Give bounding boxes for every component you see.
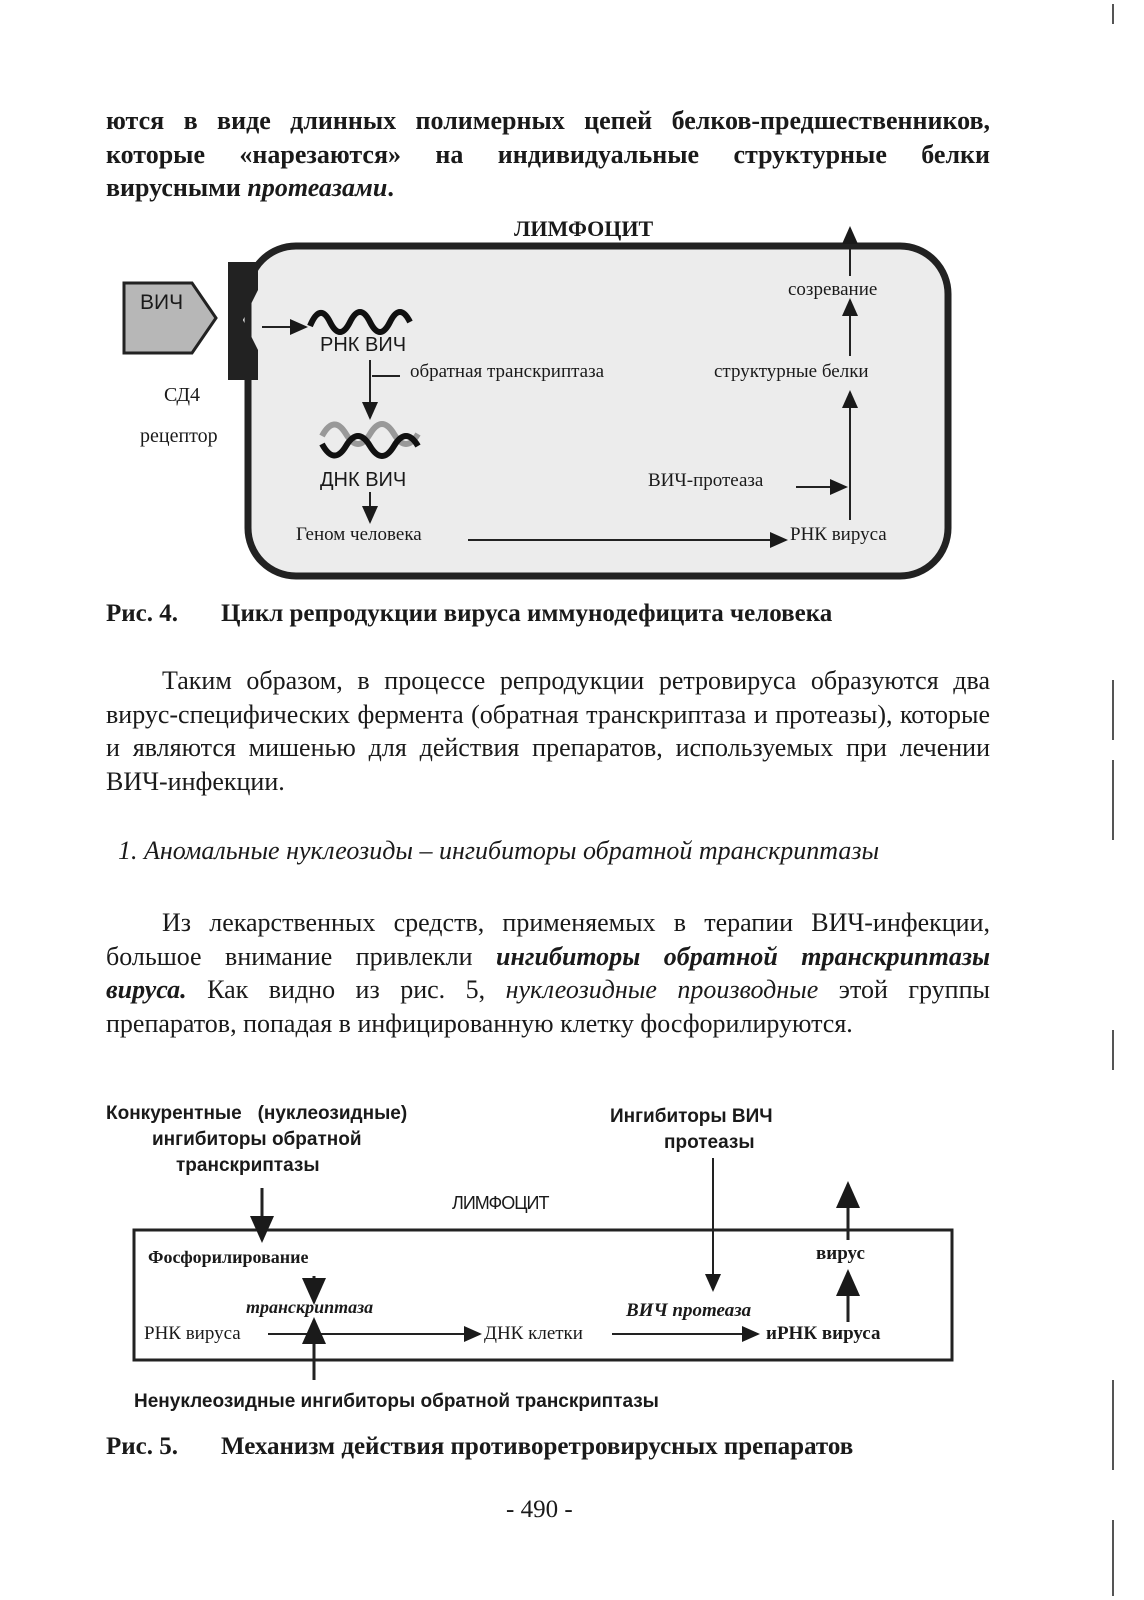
rt-inhibitors-emphasis: ингибиторы обратной транскриптазы вируса.	[106, 941, 991, 1004]
scan-margin-mark	[1112, 4, 1114, 24]
fig4-receptor-label-2: рецептор	[140, 425, 218, 447]
fig5-title: ЛИМФОЦИТ	[452, 1193, 549, 1213]
fig5-protease-inh-line1: Ингибиторы ВИЧ	[610, 1106, 773, 1127]
fig4-caption	[106, 600, 832, 628]
scan-margin-mark	[1112, 760, 1114, 840]
top-paragraph-end: .	[387, 173, 394, 202]
fig5-competitive-line2: ингибиторы обратной	[152, 1129, 362, 1150]
page-number: - 490 -	[506, 1496, 573, 1523]
fig5-virus-mrna: иРНК вируса	[766, 1323, 881, 1344]
fig5-transcriptase: транскриптаза	[246, 1297, 374, 1317]
inhibitors-paragraph	[106, 906, 990, 1040]
fig4-rna-label: РНК ВИЧ	[320, 334, 407, 356]
fig4-receptor-label-1: СД4	[164, 384, 200, 406]
fig4-caption-number: Рис. 4.	[106, 600, 179, 627]
fig5-protease-inh-line2: протеазы	[664, 1132, 755, 1153]
fig5-virus: вирус	[816, 1243, 865, 1264]
fig5-competitive-line3: транскриптазы	[176, 1155, 320, 1176]
inhibitors-paragraph-text-3: этой группы препаратов, попадая в инфицированную клетку фосфорилируются.	[106, 975, 990, 1038]
fig5-phosphorylation: Фосфорилирование	[148, 1247, 309, 1267]
fig5-hiv-protease: ВИЧ протеаза	[626, 1300, 752, 1321]
section-heading: 1. Аномальные нуклеозиды – ингибиторы обратной транскриптазы	[118, 836, 880, 865]
fig5-cell-dna: ДНК клетки	[484, 1323, 583, 1344]
fig5-caption	[106, 1433, 853, 1461]
fig4-struct-proteins-label: структурные белки	[714, 361, 869, 382]
fig5-virus-rna: РНК вируса	[144, 1323, 241, 1344]
inhibitors-paragraph-text-1: Из лекарственных средств, применяемых в терапии ВИЧ-инфекции, большое внимание привлекли	[106, 908, 990, 971]
fig4-maturation-label: созревание	[788, 279, 878, 300]
nucleoside-derivatives-emphasis: нуклеозидные производные	[505, 975, 819, 1004]
fig4-virus-label: ВИЧ	[140, 291, 184, 314]
conclusion-paragraph: Таким образом, в процессе репродукции ретровируса образуются два вирус-специфических фермента (обратная транскриптаза и протеазы), которые и являются мишенью для действия препаратов, используемых при лечении ВИЧ-инфекции.	[106, 666, 990, 796]
fig4-virus-rna-label: РНК вируса	[790, 524, 887, 545]
fig5-caption-text: Механизм действия противоретровирусных препаратов	[221, 1433, 854, 1460]
fig4-dna-label: ДНК ВИЧ	[320, 469, 407, 491]
fig4-caption-text: Цикл репродукции вируса иммунодефицита человека	[221, 600, 833, 627]
scan-margin-mark	[1112, 680, 1114, 740]
fig4-genome-label: Геном человека	[296, 524, 422, 545]
fig5-caption-number: Рис. 5.	[106, 1433, 179, 1460]
proteases-emphasis: протеазами	[247, 173, 388, 202]
inhibitors-paragraph-text-2: Как видно из рис. 5,	[186, 975, 506, 1004]
fig5-non-nucleoside: Ненуклеозидные ингибиторы обратной транскриптазы	[134, 1391, 659, 1412]
scan-margin-mark	[1112, 1030, 1114, 1070]
scan-margin-mark	[1112, 1520, 1114, 1596]
scan-margin-mark	[1112, 1380, 1114, 1470]
top-paragraph-text: ются в виде длинных полимерных цепей белков-предшественников, которые «нарезаются» на индивидуальные структурные белки вирусными	[106, 106, 990, 202]
fig4-rt-label: обратная транскриптаза	[410, 361, 605, 382]
fig4-title: ЛИМФОЦИТ	[514, 216, 654, 241]
fig4-protease-label: ВИЧ-протеаза	[648, 470, 764, 491]
fig5-competitive-line1: Конкурентные (нуклеозидные)	[106, 1103, 408, 1124]
